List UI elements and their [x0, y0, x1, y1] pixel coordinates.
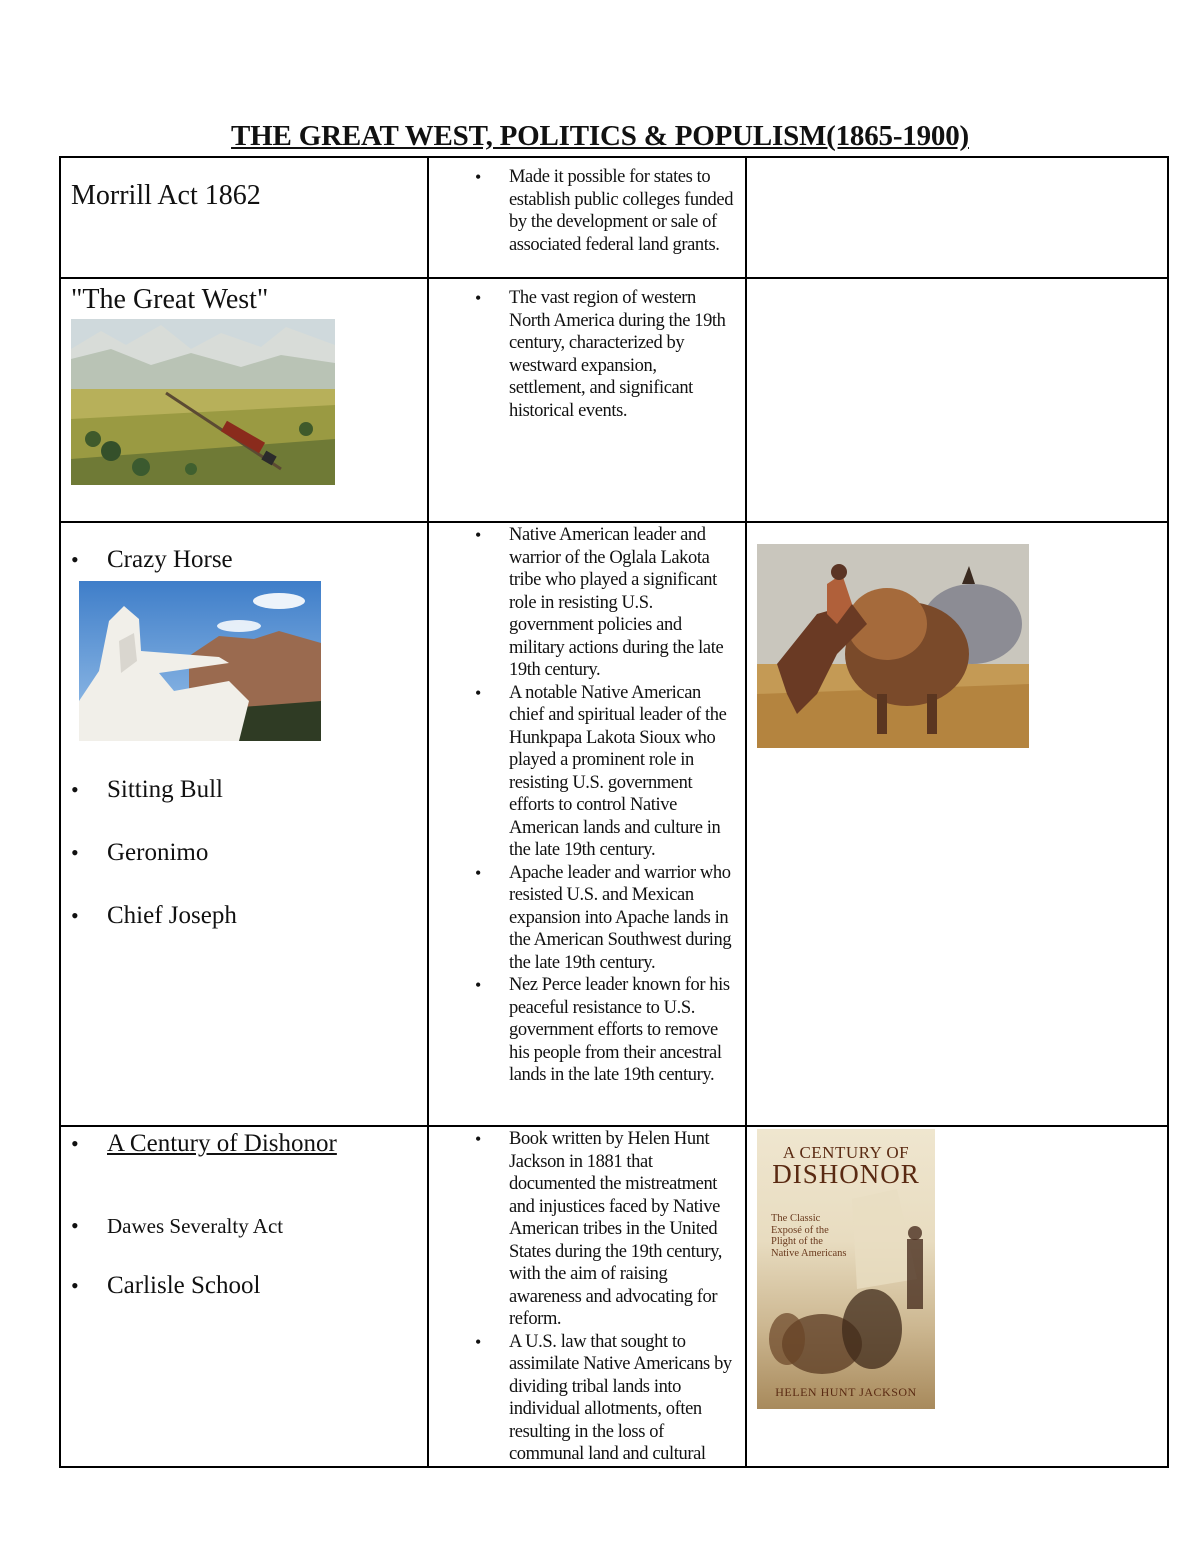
page-title: THE GREAT WEST, POLITICS & POPULISM(1865-1900): [231, 120, 969, 152]
description-item: • Made it possible for states to establish public colleges funded by the development or sale of associated federal land grants.: [509, 166, 737, 256]
description-cell: [428, 522, 746, 1126]
term-cell: [60, 1126, 428, 1467]
table-row: [60, 157, 1168, 278]
term-great-west: "The Great West": [71, 284, 269, 315]
term-list: [61, 523, 427, 575]
description-item: • The vast region of western North America during the 19th century, characterized by westward expansion, settlement, and significant historical events.: [509, 287, 737, 422]
table-row: [60, 278, 1168, 522]
term-list: [61, 741, 427, 931]
description-item: • A U.S. law that sought to assimilate Native Americans by dividing tribal lands into individual allotments, often resulting in the loss of communal land and cultural: [509, 1331, 737, 1466]
buffalo-hunt-painting-icon: [757, 544, 1029, 748]
description-item: • A notable Native American chief and spiritual leader of the Hunkpapa Lakota Sioux who played a prominent role in resisting U.S. government efforts to control Native American lands and culture in the late 19th century.: [509, 682, 737, 862]
notes-table: [59, 156, 1169, 1468]
landscape-train-painting-icon: [71, 319, 335, 485]
crazy-horse-memorial-photo-icon: [79, 581, 321, 741]
description-item: • Apache leader and warrior who resisted U.S. and Mexican expansion into Apache lands in the American Southwest during the late 19th century.: [509, 862, 737, 975]
book-author: HELEN HUNT JACKSON: [775, 1385, 917, 1399]
description-list: [429, 1127, 745, 1466]
description-cell: [428, 157, 746, 278]
term-cell: [60, 278, 428, 522]
description-cell: [428, 278, 746, 522]
term-list: [61, 1127, 427, 1301]
book-title-line2: DISHONOR: [772, 1159, 920, 1189]
image-cell: [746, 278, 1168, 522]
table-row: [60, 522, 1168, 1126]
term-dawes-act: • Dawes Severalty Act: [107, 1211, 427, 1241]
description-list: [429, 158, 745, 256]
image-cell: [746, 1126, 1168, 1467]
description-item: • Native American leader and warrior of the Oglala Lakota tribe who played a significant role in resisting U.S. government policies and military actions during the late 19th century.: [509, 524, 737, 682]
term-geronimo: • Geronimo: [107, 838, 427, 868]
term-century-of-dishonor: • A Century of Dishonor: [107, 1129, 427, 1159]
term-sitting-bull: • Sitting Bull: [107, 775, 427, 805]
description-list: [429, 523, 745, 1087]
term-morrill-act: Morrill Act 1862: [71, 180, 261, 211]
description-item: • Book written by Helen Hunt Jackson in 1881 that documented the mistreatment and injustices faced by Native American tribes in the United States during the 19th century, with the aim of raising awareness and advocating for reform.: [509, 1128, 737, 1331]
term-cell: [60, 522, 428, 1126]
book-title-line1: A CENTURY OF: [782, 1143, 910, 1162]
description-item: • Nez Perce leader known for his peaceful resistance to U.S. government efforts to remove his people from their ancestral lands in the late 19th century.: [509, 974, 737, 1087]
description-list: [429, 279, 745, 422]
book-subtitle: The Classic Exposé of the Plight of the Native Americans: [771, 1213, 847, 1259]
image-cell: [746, 522, 1168, 1126]
term-chief-joseph: • Chief Joseph: [107, 901, 427, 931]
term-crazy-horse: • Crazy Horse: [107, 545, 427, 575]
term-cell: [60, 157, 428, 278]
image-cell: [746, 157, 1168, 278]
term-carlisle-school: • Carlisle School: [107, 1271, 427, 1301]
book-cover: [757, 1129, 935, 1409]
table-row: [60, 1126, 1168, 1467]
description-cell: [428, 1126, 746, 1467]
